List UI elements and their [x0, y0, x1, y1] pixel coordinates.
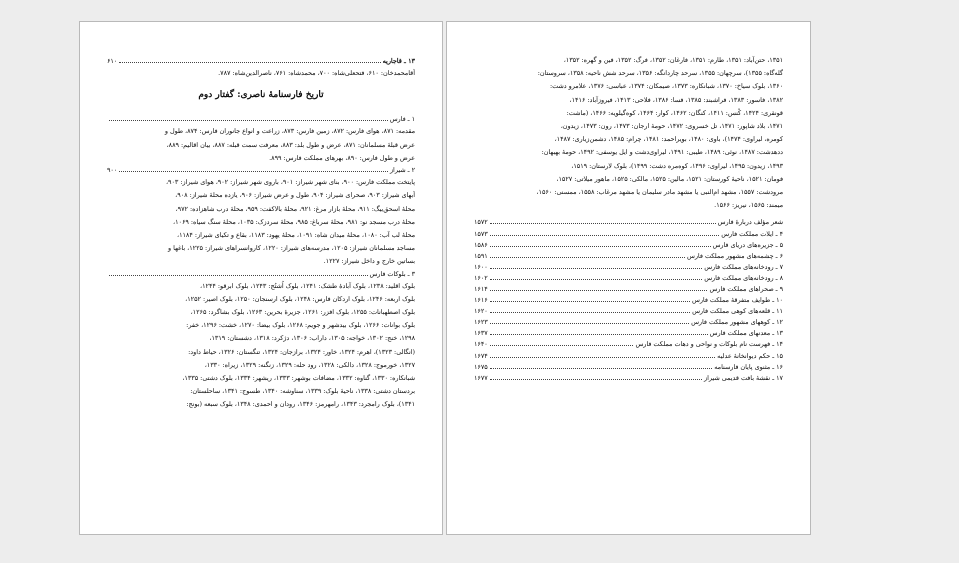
toc-entry-qajar [107, 56, 415, 67]
dot-leader [490, 284, 708, 291]
dot-leader [109, 114, 388, 121]
text-line: مساجد مسلمانان شیراز: ۱۲۰۵، مدرسه‌های شیراز: ۱۲۲۰، کاروانسراهای شیراز: ۱۲۲۵، باغها و [168, 244, 415, 253]
section-heading-label: ۳ ـ بلوکات فارس [369, 269, 415, 278]
toc-entry [474, 351, 783, 362]
text-line: (انگالی: ۱۳۲۳)، اهرم: ۱۳۲۴، خاور: ۱۳۲۴، برازجان: ۱۳۲۴، تنگستان: ۱۳۲۶، حیاط داود: [188, 347, 415, 356]
toc-entry-label: ۱۳ ـ معدنهای مملکت فارس [709, 329, 783, 338]
right-page-content [474, 54, 783, 384]
text-line: گله‌گاه: ۱۳۵۵)، سرچهان: ۱۳۵۵، سرحد چاردانگه: ۱۳۵۶، سرحد شش ناحیه: ۱۳۵۸، سروستان: [537, 69, 783, 78]
toc-entry [474, 251, 783, 262]
dot-leader [490, 373, 702, 380]
dot-leader [490, 240, 711, 247]
text-line: بردستان دشتی: ۱۳۳۸، ناحیهٔ بلوک: ۱۳۳۹، سناوشه: ۱۳۴۰، طسوج: ۱۳۴۱، ساحلستان: [190, 387, 415, 396]
text-line: ۱۳۵۱، حتن‌آباد: ۱۳۵۱، طارم: ۱۳۵۱، فارغان: ۱۳۵۲، فرگ: ۱۳۵۲، فین و گهره: ۱۳۵۲، [563, 56, 783, 64]
dot-leader [490, 273, 702, 280]
toc-entry [474, 339, 783, 350]
toc-entry-label: ۵ ـ جزیره‌های دریای فارس [712, 240, 783, 249]
section-heading-fars [107, 114, 415, 125]
text-line: ۱۳۴۱)، بلوک رامجرد: ۱۳۴۳، رامهرمز: ۱۳۴۶، رودان و احمدی: ۱۳۴۸، بلوک سبعه (بونج: [186, 400, 415, 409]
toc-entry-label: ۴ ـ ایلات مملکت فارس [721, 229, 783, 238]
toc-entry-label: ۱۴ ـ فهرست نام بلوکات و نواحی و دهات مملکت فارس [635, 340, 783, 349]
text-line: ددهدشت: ۱۴۸۷، نوئی: ۱۴۸۹، طیبی: ۱۴۹۱، لیراوی‌دشت و ایل یوسفی: ۱۴۹۲، حومهٔ بهبهان: [541, 148, 783, 157]
dot-leader [490, 351, 715, 358]
dot-leader [490, 306, 690, 313]
dot-leader [490, 229, 720, 236]
section-heading-label: ۲ ـ شیراز [389, 166, 415, 174]
left-page-content [107, 56, 415, 412]
text-line: شبانکاره: ۱۳۳۰، گناوه: ۱۳۳۲، مضافات بوشهر: ۱۳۳۳، ریشهر: ۱۳۳۴، بلوک دشتی: ۱۳۳۵، [182, 374, 415, 383]
dot-leader [119, 56, 380, 63]
toc-entry-page: ۱۵۹۱ [474, 251, 488, 260]
text-line: ۱۳۲۷، خورموج: ۱۳۲۸، دالکی: ۱۳۲۸، رود حله: ۱۳۲۹، زنگنه: ۱۳۲۹، زیراه: ۱۳۳۰، [204, 360, 415, 369]
dot-leader [490, 251, 685, 258]
text-line: کومره، لیراوی: ۱۴۷۴)، باوی: ۱۴۸۰، بویراحمد: ۱۴۸۱، چرام: ۱۴۸۵، دشمن‌زیاری: ۱۴۸۷، [554, 135, 783, 144]
text-line: آبهای شیراز: ۹۰۳، صحرای شیراز: ۹۰۴، طول و عرض شیراز: ۹۰۶، یازده محلهٔ شیراز: ۹۰۸، [175, 191, 415, 200]
toc-entry-label: ۷ ـ رودخانه‌های مملکت فارس [704, 262, 783, 271]
toc-entry-page: ۶۱۰ [107, 57, 118, 65]
toc-entry [474, 362, 783, 373]
left-page [79, 21, 443, 535]
section-heading-bolukat [107, 269, 415, 280]
toc-entry [474, 284, 783, 295]
toc-entry-page: ۱۶۴۰ [474, 340, 488, 349]
toc-entry-label: ۱۱ ـ قلعه‌های کوهی مملکت فارس [692, 307, 783, 316]
dot-leader [490, 217, 716, 224]
toc-entry [474, 273, 783, 284]
dot-leader [490, 339, 634, 346]
dot-leader [490, 262, 702, 269]
text-line: پایتخت مملکت فارس: ۹۰۰، بنای شهر شیراز: ۹۰۱، باروی شهر شیراز: ۹۰۲، هوای شیراز: ۹۰۳، [165, 178, 415, 187]
toc-entry-page: ۱۶۷۷ [474, 373, 488, 382]
toc-entry-page: ۱۶۱۴ [474, 285, 488, 293]
section-heading-shiraz [107, 165, 415, 176]
section-heading-page: ۹۰۰ [107, 166, 118, 174]
text-line: عرض و طول فارس: ۸۹۰، بهرهای مملکت فارس: ۸۹۹. [269, 153, 415, 162]
toc-entry-label: شعر مؤلف دربارهٔ فارس [717, 218, 783, 227]
toc-entry [474, 317, 783, 328]
section-heading-label: ۱ ـ فارس [389, 115, 415, 124]
toc-entry [474, 262, 783, 273]
toc-entry [474, 295, 783, 306]
text-line: مرودشت: ۱۵۵۷، مشهد ام‌النبی یا مشهد مادر سلیمان یا مشهد مرغاب: ۱۵۵۸، ممسنی: ۱۵۶۰، [536, 188, 783, 197]
toc-entry-page: ۱۶۱۶ [474, 296, 488, 305]
toc-entry-page: ۱۵۷۳ [474, 229, 488, 238]
text-line: فومان: ۱۵۲۱، ناحیهٔ کورستان: ۱۵۲۱، مالین: ۱۵۲۵، مالکی: ۱۵۲۵، ماهور میلاتی: ۱۵۲۷، [556, 174, 783, 183]
toc-entry-label: ۱۳ ـ قاجاریه [382, 57, 415, 65]
toc-entry-label: ۱۵ ـ حکم دیوانخانهٔ عدلیه [717, 351, 783, 360]
toc-entry-page: ۱۵۸۶ [474, 240, 488, 249]
dot-leader [109, 269, 368, 276]
text-line: قونقری: ۱۴۲۴، کُنس: ۱۴۱۱، کنگان: ۱۴۶۲، کوار: ۱۴۶۴، کوه‌گیلویه: ۱۴۶۶، (ماشت: [566, 108, 783, 117]
toc-entry [474, 373, 783, 384]
text-line: محلهٔ درب مسجد نو: ۹۸۱، محلهٔ سرباغ: ۹۸۵، محلهٔ سردزک: ۱۰۳۵، محلهٔ سنگ سیاه: ۱۰۶۹، [173, 217, 415, 226]
text-line: عرض قبلهٔ مسلمانان: ۸۷۱، عرض و طول بلد: ۸۸۳، معرفت سمت قبله: ۸۸۷، بیان اقالیم: ۸۸۹، [166, 140, 415, 149]
text-line: ۱۴۷۱، بلاد شاپور: ۱۴۷۱، تل خسروی: ۱۴۷۲، حومهٔ ارجان: ۱۴۷۳، رون: ۱۴۷۳، زیدون، [560, 122, 783, 131]
section-title: تاریخ فارسنامهٔ ناصری: گفتار دوم [198, 90, 324, 101]
text-line: محلهٔ لب آب: ۱۰۸۰، محلهٔ میدان شاه: ۱۰۹۱، محلهٔ یهود: ۱۱۸۳، بقاع و تکیای شیراز: ۱۱۸۴، [176, 230, 415, 239]
text-line: محلهٔ اسحق‌بیگ: ۹۱۱، محلهٔ بازار مرغ: ۹۲۱، محلهٔ بالاکفت: ۹۵۹، محلهٔ درب شاهزاده: ۹۷۲، [175, 204, 415, 213]
text-line: بلوک بوانات: ۱۲۶۶، بلوک بیدشهر و جویم: ۱۲۶۸، بلوک بیضا: ۱۲۷۰، خشت: ۱۲۹۶، خفر: [186, 321, 415, 330]
toc-entry-page: ۱۶۰۲ [474, 273, 488, 282]
text-line: ۱۴۹۳، زیدون: ۱۴۹۵، لیراوی: ۱۴۹۶، کوه‌مره دشت: ۱۴۹۹)، بلوک لارستان: ۱۵۱۹، [571, 161, 783, 170]
dot-leader [490, 317, 689, 324]
toc-entry-page: ۱۶۲۳ [474, 318, 488, 327]
text-line: بلوک اربعه: ۱۲۴۶، بلوک اردکان فارس: ۱۲۴۸، بلوک ارسنجان: ۱۲۵۰، بلوک اصیر: ۱۲۵۲، [185, 294, 415, 303]
toc-entry-label: ۱۷ ـ نقشهٔ بافت قدیمی شیراز [704, 373, 783, 382]
toc-entry-page: ۱۶۳۷ [474, 329, 488, 338]
toc-entry [474, 229, 783, 240]
toc-entry-label: ۶ ـ چشمه‌های مشهور مملکت فارس [687, 251, 783, 260]
toc-entry [474, 217, 783, 228]
toc-entry-label: ۱۰ ـ طوایف متفرقهٔ مملکت فارس [692, 296, 783, 305]
text-line: بلوک اقلید: ۱۲۳۸، بلوک آبادهٔ طشک: ۱۲۴۱، بلوک اُشتُج: ۱۲۴۳، بلوک ابرقو: ۱۲۴۴، [200, 281, 415, 290]
toc-entry-page: ۱۶۷۴ [474, 351, 488, 360]
toc-entry [474, 328, 783, 339]
toc-entry-label: ۹ ـ صحراهای مملکت فارس [709, 285, 783, 293]
toc-entry-label: ۸ ـ رودخانه‌های مملکت فارس [704, 273, 783, 282]
toc-entry-page: ۱۵۷۲ [474, 218, 488, 227]
dot-leader [490, 328, 708, 335]
toc-entry [474, 306, 783, 317]
dot-leader [490, 362, 712, 369]
text-line: بلوک اصطهبانات: ۱۲۵۵، بلوک افزر: ۱۲۶۱، جزیرهٔ بحرین: ۱۲۶۳، بلوک بشاگرد: ۱۲۶۵، [190, 308, 415, 317]
toc-entry-page: ۱۶۲۰ [474, 307, 488, 316]
text-line: بساتین خارج و داخل شیراز: ۱۲۲۷. [323, 257, 415, 266]
toc-entry-label: ۱۶ ـ مثنوی پایان فارسنامه [714, 362, 783, 371]
text-line: ۱۳۸۲، فاسور: ۱۳۸۳، فراشبند: ۱۳۸۵، فسا: ۱۳۸۶، فلاحی: ۱۴۱۳، فیروزآباد: ۱۴۱۶، [569, 95, 783, 104]
dot-leader [490, 295, 690, 302]
toc-entry-page: ۱۶۰۰ [474, 262, 488, 271]
toc-entry-page: ۱۶۷۵ [474, 362, 488, 371]
toc-entry [474, 240, 783, 251]
text-line: میمند: ۱۵۶۵، نیریز: ۱۵۶۶. [714, 201, 783, 210]
right-page [446, 21, 811, 535]
text-line: ۱۳۶۰، بلوک سیاخ: ۱۳۷۰، شبانکاره: ۱۳۷۳، صیمکان: ۱۳۷۴، عباسی: ۱۳۷۶، علامرو دشت: [549, 82, 783, 91]
dot-leader [119, 165, 388, 172]
toc-list [474, 217, 783, 383]
toc-entry-label: ۱۲ ـ کوههای مشهور مملکت فارس [691, 318, 783, 327]
text-line: مقدمه: ۸۷۱، هوای فارس: ۸۷۲، زمین فارس: ۸۷۳، زراعت و انواع جانوران فارس: ۸۷۴، طول و [164, 127, 415, 136]
text-line: ۱۲۹۸، خنج: ۱۳۰۲، خواجه: ۱۳۰۵، داراب: ۱۳۰۶، دژکرد: ۱۳۱۸، دشستان: ۱۳۱۹، [209, 334, 415, 343]
text-line: آقامحمدخان: ۶۱۰، فتحعلی‌شاه: ۷۰۰، محمدشاه: ۷۶۱، ناصرالدین‌شاه: ۷۸۷. [218, 69, 415, 78]
